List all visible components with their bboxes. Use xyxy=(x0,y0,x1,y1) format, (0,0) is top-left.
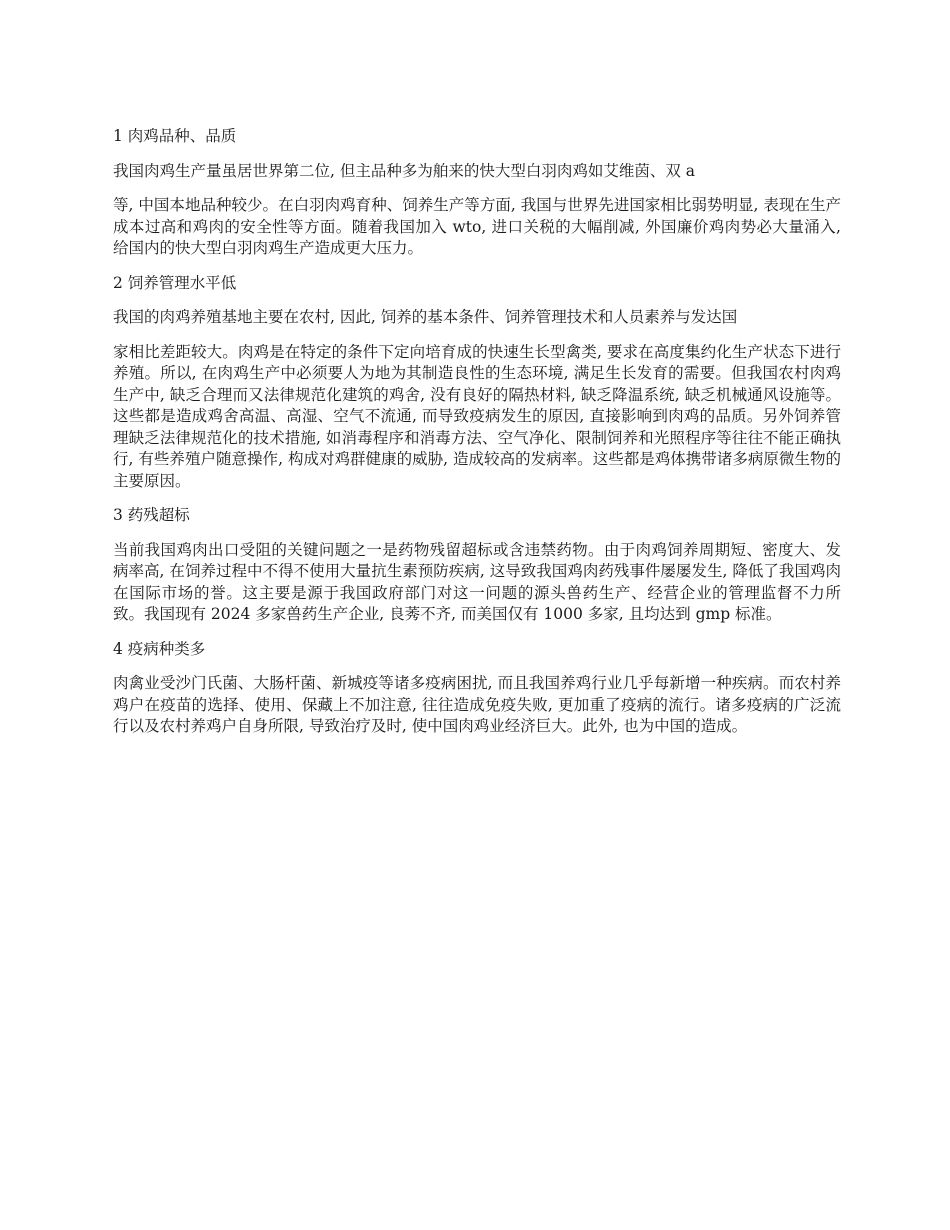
paragraph: 我国肉鸡生产量虽居世界第二位, 但主品种多为舶来的快大型白羽肉鸡如艾维茵、双 a xyxy=(113,161,696,180)
section-heading: 3 药残超标 xyxy=(113,506,190,524)
paragraph: 当前我国鸡肉出口受阻的关键问题之一是药物残留超标或含违禁药物。由于肉鸡饲养周期短、密度大、发病率高, 在饲养过程中不得不使用大量抗生素预防疾病, 这导致我国鸡肉药残事件屡屡发生, 降低了我国鸡肉在国际市场的誉。这主要是源于我国政府部门对这一问题的源头兽药生产、经营企业的管理监督不力所致。我国现有 2024 多家兽药生产企业, 良莠不齐, 而美国仅有 1000 多家, 且均达到 gmp 标准。 xyxy=(113,540,841,623)
paragraph: 我国的肉鸡养殖基地主要在农村, 因此, 饲养的基本条件、饲养管理技术和人员素养与发达国 xyxy=(113,308,738,326)
section-heading: 4 疫病种类多 xyxy=(113,639,206,658)
section-feeding-management xyxy=(113,273,841,493)
section-breed-quality xyxy=(113,126,841,260)
section-drug-residue xyxy=(113,505,841,626)
section-disease-types xyxy=(113,639,841,738)
section-heading: 1 肉鸡品种、品质 xyxy=(113,127,237,145)
document-body xyxy=(113,126,841,751)
paragraph: 等, 中国本地品种较少。在白羽肉鸡育种、饲养生产等方面, 我国与世界先进国家相比弱势明显, 表现在生产成本过高和鸡肉的安全性等方面。随着我国加入 wto, 进口关税的大幅削减, 外国廉价鸡肉势必大量涌入, 给国内的快大型白羽肉鸡生产造成更大压力。 xyxy=(113,196,841,257)
section-heading: 2 饲养管理水平低 xyxy=(113,273,237,292)
paragraph: 家相比差距较大。肉鸡是在特定的条件下定向培育成的快速生长型禽类, 要求在高度集约化生产状态下进行养殖。所以, 在肉鸡生产中必须要人为地为其制造良性的生态环境, 满足生长发育的需要。但我国农村肉鸡生产中, 缺乏合理而又法律规范化建筑的鸡舍, 没有良好的隔热材料, 缺乏降温系统, 缺乏机械通风设施等。这些都是造成鸡舍高温、高湿、空气不流通, 而导致疫病发生的原因, 直接影响到肉鸡的品质。另外饲养管理缺乏法律规范化的技术措施, 如消毒程序和消毒方法、空气净化、限制饲养和光照程序等往往不能正确执行, 有些养殖户随意操作, 构成对鸡群健康的威胁, 造成较高的发病率。这些都是鸡体携带诸多病原微生物的主要原因。 xyxy=(113,342,841,490)
paragraph: 肉禽业受沙门氏菌、大肠杆菌、新城疫等诸多疫病困扰, 而且我国养鸡行业几乎每新增一种疾病。而农村养鸡户在疫苗的选择、使用、保藏上不加注意, 往往造成免疫失败, 更加重了疫病的流行。诸多疫病的广泛流行以及农村养鸡户自身所限, 导致治疗及时, 使中国肉鸡业经济巨大。此外, 也为中国的造成。 xyxy=(113,674,841,735)
